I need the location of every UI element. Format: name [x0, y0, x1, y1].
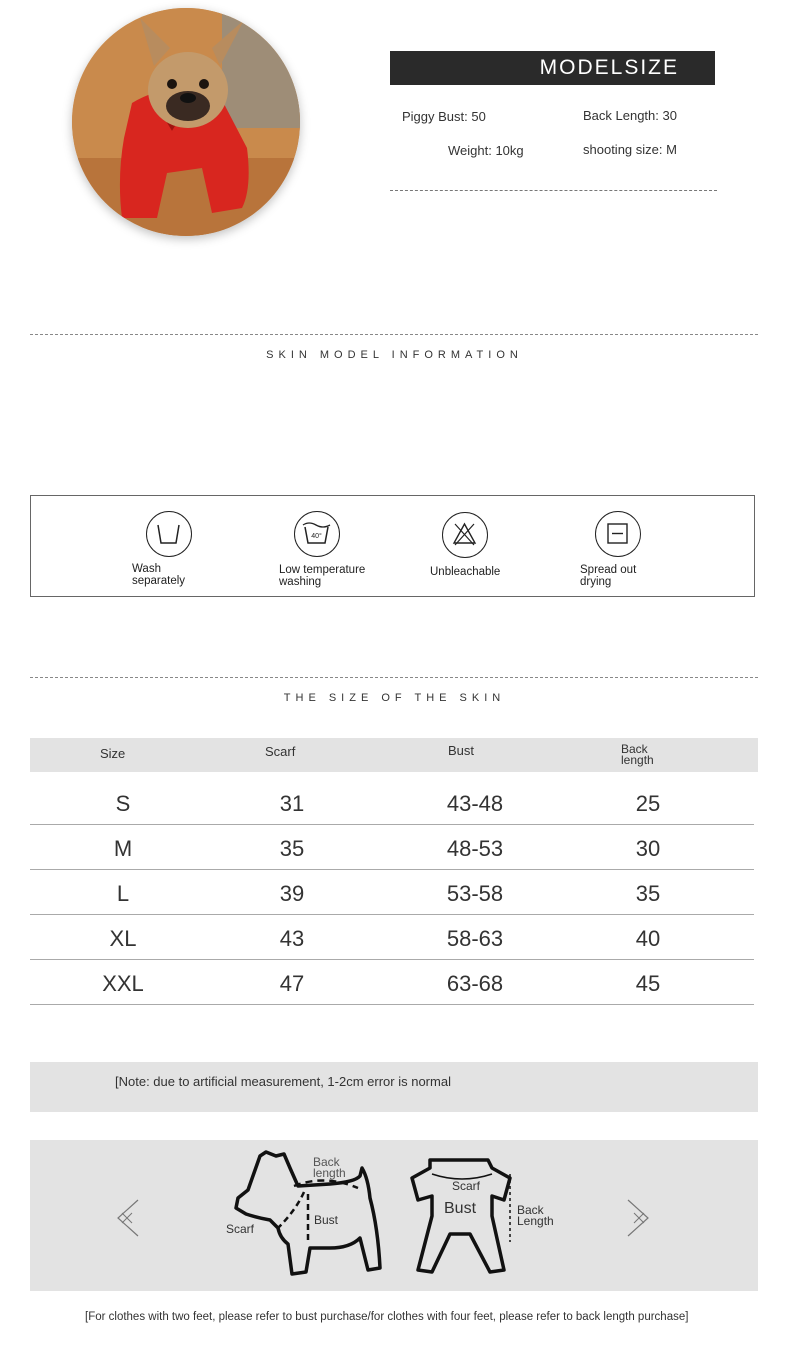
table-header — [30, 738, 758, 772]
cell-back: 45 — [635, 971, 661, 996]
table-row — [30, 824, 754, 870]
dog-back-length-label: Back length — [313, 1155, 346, 1180]
cell-size: XL — [109, 926, 137, 951]
spec-back-length: Back Length: 30 — [583, 108, 677, 123]
cell-size: M — [113, 836, 133, 861]
footnote: [For clothes with two feet, please refer to bust purchase/for clothes with four feet, please refer to back length purchase] — [85, 1311, 689, 1323]
divider — [30, 334, 758, 335]
cell-back: 30 — [635, 836, 661, 861]
header-back-length: Back length — [621, 742, 654, 767]
table-row — [30, 779, 754, 825]
spec-weight: Weight: 10kg — [448, 143, 524, 158]
garment-back-length-label: Back Length — [517, 1203, 554, 1228]
care-label: Wash separately — [132, 563, 186, 587]
modelsize-title: MODELSIZE — [390, 51, 715, 85]
divider — [30, 677, 758, 678]
cell-scarf: 47 — [279, 971, 305, 996]
chevron-right-icon[interactable] — [624, 1198, 652, 1238]
note-box — [30, 1062, 758, 1112]
cell-bust: 63-68 — [446, 971, 504, 996]
flat-dry-icon — [595, 511, 641, 557]
cell-back: 40 — [635, 926, 661, 951]
wash-40-icon — [294, 511, 340, 557]
divider — [390, 190, 717, 191]
cell-back: 35 — [635, 881, 661, 906]
table-row — [30, 959, 754, 1005]
cell-scarf: 39 — [279, 881, 305, 906]
header-size: Size — [100, 746, 126, 761]
chevron-left-icon[interactable] — [114, 1198, 142, 1238]
model-photo — [72, 8, 300, 236]
garment-bust-label: Bust — [444, 1200, 477, 1217]
skin-info-title: SKIN MODEL INFORMATION — [266, 349, 523, 361]
cell-size: L — [116, 881, 130, 906]
note-text: [Note: due to artificial measurement, 1-2cm error is normal — [115, 1074, 451, 1089]
cell-back: 25 — [635, 791, 661, 816]
wash-temp-badge: 40° — [311, 533, 322, 540]
table-row — [30, 914, 754, 960]
size-table-title: THE SIZE OF THE SKIN — [283, 692, 506, 704]
cell-bust: 53-58 — [446, 881, 504, 906]
spec-name-bust: Piggy Bust: 50 — [402, 109, 486, 124]
spec-shooting-size: shooting size: M — [583, 142, 677, 157]
cell-scarf: 35 — [279, 836, 305, 861]
no-bleach-icon — [442, 512, 488, 558]
garment-scarf-label: Scarf — [452, 1179, 481, 1193]
care-label: Spread out drying — [580, 564, 637, 588]
cell-bust: 48-53 — [446, 836, 504, 861]
dog-scarf-label: Scarf — [226, 1222, 255, 1236]
care-label: Unbleachable — [430, 566, 501, 578]
table-row — [30, 869, 754, 915]
cell-size: S — [115, 791, 131, 816]
cell-bust: 58-63 — [446, 926, 504, 951]
measurement-diagram — [30, 1140, 758, 1291]
header-bust: Bust — [448, 743, 475, 758]
cell-size: XXL — [102, 971, 144, 996]
dog-bust-label: Bust — [314, 1213, 339, 1227]
dog-outline-icon — [230, 1148, 390, 1278]
header-scarf: Scarf — [265, 744, 296, 759]
care-instructions — [30, 495, 755, 597]
care-label: Low temperature washing — [279, 564, 366, 588]
cell-bust: 43-48 — [446, 791, 504, 816]
wash-basin-icon — [146, 511, 192, 557]
cell-scarf: 31 — [279, 791, 305, 816]
cell-scarf: 43 — [279, 926, 305, 951]
